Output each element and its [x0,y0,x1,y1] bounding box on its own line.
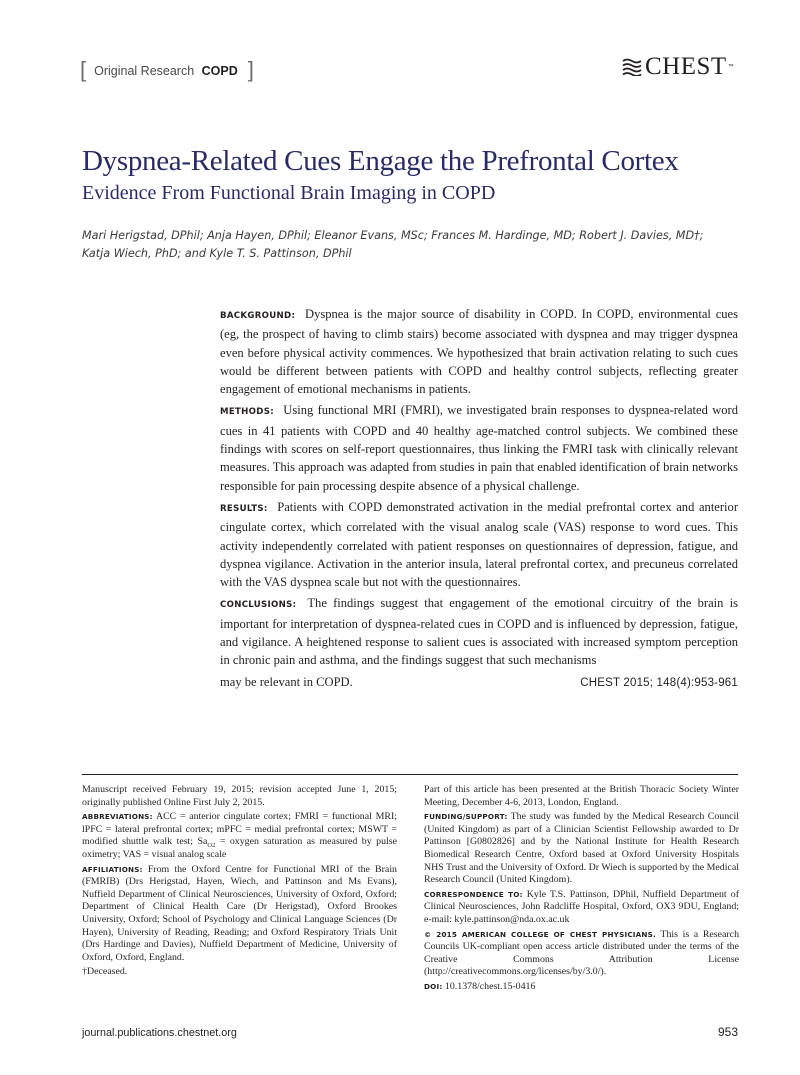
doi-label: DOI: [424,981,443,991]
right-bracket-icon: ] [247,56,254,82]
conclusions-label: CONCLUSIONS: [220,600,297,611]
affiliations-label: AFFILIATIONS: [82,864,143,874]
affiliations-text: From the Oxford Centre for Functional MRI of the Brain (FMRIB) (Drs Herigstad, Hayen, Wiech, and Pattinson and Ms Evans), Nuffield Department of Clinical Neurosciences, University of Oxford, Oxford; Department of Clinical Health Care (Dr Herigstad), Oxford Brookes University, Oxford; School of Psychology and Clinical Language Sciences (Dr Hayen), University of Reading, Reading; and Oxford Respiratory Trials Unit (Drs Hardinge and Davies), Nuffield Department of Medicine, University of Oxford, Oxford, England. [82,863,397,963]
section-label: Original Research [94,64,195,78]
abbreviations-note [82,811,397,861]
journal-citation: CHEST 2015; 148(4):953-961 [580,676,738,689]
abbreviations-text-b: = oxygen saturation as measured by pulse oximetry; VAS = visual analog scale [82,836,397,860]
chest-logo-text: CHEST [645,53,727,80]
authors-line-1: Mari Herigstad, DPhil; Anja Hayen, DPhil; Eleanor Evans, MSc; Frances M. Hardinge, MD; Robert J. Davies, MD†; [82,229,704,242]
conclusions-text: The findings suggest that engagement of the emotional circuitry of the brain is important for interpretation of dyspnea-related cues in COPD and is influenced by depression, fatigue, and vigilance. A heightened response to salient cues is associated with increased symptom perception in chronic pain and asthma, and the findings suggest that such mechanisms [220,596,738,668]
deceased-note: †Deceased. [82,966,128,978]
footnote-divider [82,774,738,775]
background-text: Dyspnea is the major source of disability in COPD. In COPD, environmental cues (eg, the prospect of having to climb stairs) become associated with dyspnea and may trigger dyspnea even before physical activity commences. We hypothesized that brain activation relating to such cues would be different between patients with COPD and healthy control subjects, reflecting greater engagement of emotional mechanisms in patients. [220,307,739,397]
results-text: Patients with COPD demonstrated activation in the medial prefrontal cortex and anterior cingulate cortex, which correlated with the visual analog scale (VAS) response to word cues. This activity independently correlated with patient responses on questionnaires of depression, fatigue, and dyspnea vigilance. Activation in the anterior insula, lateral prefrontal cortex, and precuneus correlated with the VAS dyspnea scale but not with the questionnaires. [220,499,738,590]
footnotes-right-column [424,784,739,996]
abbreviations-text-a: ACC = anterior cingulate cortex; FMRI = functional MRI; lPFC = lateral prefrontal cortex; mPFC = medial prefrontal cortex; MSWT = modified shuttle walk test; Sa [82,811,397,848]
correspondence-text: Kyle T.S. Pattinson, DPhil, Nuffield Department of Clinical Neurosciences, John Radcliffe Hospital, Oxford, OX3 9DU, England; e-mail: kyle.pattinson@nda.ox.ac.uk [424,888,739,925]
copyright-note [424,929,739,979]
funding-text: The study was funded by the Medical Research Council (United Kingdom) as part of a Clinician Scientist Fellowship awarded to Dr Pattinson [G0802826] and by the National Institute for Health Research Biomedical Research Centre, Oxford based at Oxford University Hospitals NHS Trust and the University of Oxford. Dr Wiech is supported by the Medical Research Council (United Kingdom). [424,811,740,886]
abbreviations-subscript: O2 [207,842,216,850]
copyright-text: This is a Research Councils UK-compliant open access article distributed under the terms of the Creative Commons Attribution License (http://creativecommons.org/licenses/by/3.0/). [424,928,740,978]
correspondence-label: CORRESPONDENCE TO: [424,889,523,899]
journal-url: journal.publications.chestnet.org [82,1027,237,1039]
manuscript-dates: Manuscript received February 19, 2015; revision accepted June 1, 2015; originally published Online First July 2, 2015. [82,784,397,808]
article-title: Dyspnea-Related Cues Engage the Prefrontal Cortex [82,145,679,177]
funding-label: FUNDING/SUPPORT: [424,812,508,822]
copyright-label: © 2015 AMERICAN COLLEGE OF CHEST PHYSICIANS. [424,929,656,939]
chest-logo-mark-icon [622,58,642,76]
presentation-note: Part of this article has been presented at the British Thoracic Society Winter Meeting, December 4-6, 2013, London, England. [424,784,739,808]
left-bracket-icon: [ [80,56,87,82]
authors-line-2: Katja Wiech, PhD; and Kyle T. S. Pattinson, DPhil [82,247,352,260]
abstract-background [220,305,738,398]
doi-note [424,981,739,994]
trademark-mark: ™ [727,64,734,70]
chest-logo [622,54,734,80]
funding-note [424,811,739,887]
abstract-conclusions [220,594,738,669]
methods-text: Using functional MRI (FMRI), we investigated brain responses to dyspnea-related word cues in 41 patients with COPD and 40 healthy age-matched control subjects. We combined these findings with scores on self-report questionnaires, thus linking the FMRI task with clinically relevant measures. This approach was adapted from studies in pain that enabled identification of brain networks responsible for pain processing despite absence of a physical challenge. [220,403,738,493]
background-label: BACKGROUND: [220,311,296,321]
affiliations-note [82,864,397,965]
page-number: 953 [717,1025,738,1039]
results-label: RESULTS: [220,503,268,514]
abbreviations-label: ABBREVIATIONS: [82,812,153,822]
footnotes-left-column [82,784,397,981]
abstract-results [220,498,738,591]
abstract [220,305,738,692]
section-topic: COPD [201,64,238,78]
methods-label: METHODS: [220,407,274,418]
section-tag [80,56,254,82]
article-subtitle: Evidence From Functional Brain Imaging in COPD [82,182,496,204]
conclusions-last-line: may be relevant in COPD. [220,674,353,689]
abstract-final-line [220,673,738,692]
doi-text: 10.1378/chest.15-0416 [444,980,536,992]
author-list [82,227,742,263]
correspondence-note [424,889,739,927]
abstract-methods [220,401,738,494]
